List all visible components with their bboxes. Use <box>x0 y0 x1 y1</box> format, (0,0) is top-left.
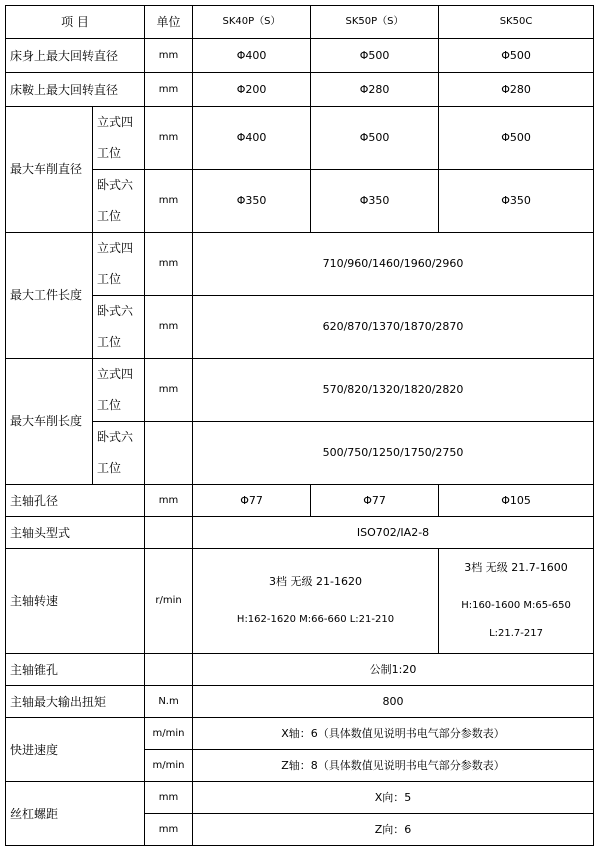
cell-value: Φ400 <box>193 107 311 170</box>
row-label: 最大工件长度 <box>6 233 93 359</box>
cell-value: ISO702/ⅠA2-8 <box>193 517 594 549</box>
row-unit: m/min <box>145 718 193 750</box>
sub-label: 立式四工位 <box>93 233 145 296</box>
header-item: 项 目 <box>6 6 145 39</box>
table-row <box>6 233 594 296</box>
row-label: 床鞍上最大回转直径 <box>6 73 145 107</box>
row-label: 床身上最大回转直径 <box>6 39 145 73</box>
cell-value: Φ350 <box>193 170 311 233</box>
cell-value: 公制1:20 <box>193 654 594 686</box>
sub-label: 立式四工位 <box>93 107 145 170</box>
sub-label: 卧式六工位 <box>93 422 145 485</box>
row-label: 快进速度 <box>6 718 145 782</box>
row-unit: mm <box>145 233 193 296</box>
cell-value: X轴：6（具体数值见说明书电气部分参数表） <box>193 718 594 750</box>
row-unit: mm <box>145 814 193 846</box>
table-row <box>6 422 594 485</box>
row-unit: r/min <box>145 549 193 654</box>
row-unit: mm <box>145 73 193 107</box>
cell-value: Φ350 <box>311 170 439 233</box>
cell-value: 570/820/1320/1820/2820 <box>193 359 594 422</box>
row-unit: m/min <box>145 750 193 782</box>
spindle-speed-right <box>439 549 594 654</box>
cell-value: Φ350 <box>439 170 594 233</box>
table-row <box>6 296 594 359</box>
cell-value: Φ105 <box>439 485 594 517</box>
sub-label: 立式四工位 <box>93 359 145 422</box>
cell-value: Φ500 <box>439 107 594 170</box>
header-model-3: SK50C <box>439 6 594 39</box>
row-unit: mm <box>145 39 193 73</box>
cell-value: X向：5 <box>193 782 594 814</box>
table-row <box>6 485 594 517</box>
speed-line: 3档 无级 21-1620 <box>269 575 362 588</box>
cell-value: 800 <box>193 686 594 718</box>
row-unit: mm <box>145 782 193 814</box>
header-model-1: SK40P（S） <box>193 6 311 39</box>
row-unit: mm <box>145 296 193 359</box>
row-unit <box>145 422 193 485</box>
cell-value: 710/960/1460/1960/2960 <box>193 233 594 296</box>
spec-table <box>5 5 594 846</box>
cell-value: Φ280 <box>311 73 439 107</box>
cell-value: 500/750/1250/1750/2750 <box>193 422 594 485</box>
row-label: 主轴转速 <box>6 549 145 654</box>
row-unit <box>145 654 193 686</box>
cell-value: Φ200 <box>193 73 311 107</box>
table-row <box>6 782 594 814</box>
cell-value: Φ77 <box>311 485 439 517</box>
sub-label: 卧式六工位 <box>93 296 145 359</box>
speed-line: H:160-1600 M:65-650 <box>461 600 571 611</box>
row-label: 最大车削长度 <box>6 359 93 485</box>
spindle-speed-left <box>193 549 439 654</box>
cell-value: Φ77 <box>193 485 311 517</box>
cell-value: Φ500 <box>311 107 439 170</box>
cell-value: Z向：6 <box>193 814 594 846</box>
table-row <box>6 549 594 654</box>
table-row <box>6 73 594 107</box>
cell-value: Φ500 <box>311 39 439 73</box>
row-unit: mm <box>145 107 193 170</box>
row-label: 主轴孔径 <box>6 485 145 517</box>
row-label: 主轴头型式 <box>6 517 145 549</box>
table-row <box>6 654 594 686</box>
row-label: 主轴锥孔 <box>6 654 145 686</box>
table-row <box>6 39 594 73</box>
table-row <box>6 718 594 750</box>
row-label: 主轴最大输出扭矩 <box>6 686 145 718</box>
table-row <box>6 517 594 549</box>
cell-value: 620/870/1370/1870/2870 <box>193 296 594 359</box>
row-unit: mm <box>145 359 193 422</box>
row-label: 最大车削直径 <box>6 107 93 233</box>
table-row <box>6 170 594 233</box>
speed-line: H:162-1620 M:66-660 L:21-210 <box>236 614 395 625</box>
speed-line: 3档 无级 21.7-1600 <box>464 561 568 574</box>
sub-label: 卧式六工位 <box>93 170 145 233</box>
row-unit: N.m <box>145 686 193 718</box>
speed-line: L:21.7-217 <box>489 628 543 639</box>
cell-value: Φ400 <box>193 39 311 73</box>
row-label: 丝杠螺距 <box>6 782 145 846</box>
cell-value: Φ280 <box>439 73 594 107</box>
row-unit: mm <box>145 485 193 517</box>
header-model-2: SK50P（S） <box>311 6 439 39</box>
row-unit <box>145 517 193 549</box>
table-row <box>6 359 594 422</box>
header-row <box>6 6 594 39</box>
header-unit: 单位 <box>145 6 193 39</box>
cell-value: Z轴：8（具体数值见说明书电气部分参数表） <box>193 750 594 782</box>
row-unit: mm <box>145 170 193 233</box>
table-row <box>6 686 594 718</box>
table-row <box>6 107 594 170</box>
cell-value: Φ500 <box>439 39 594 73</box>
